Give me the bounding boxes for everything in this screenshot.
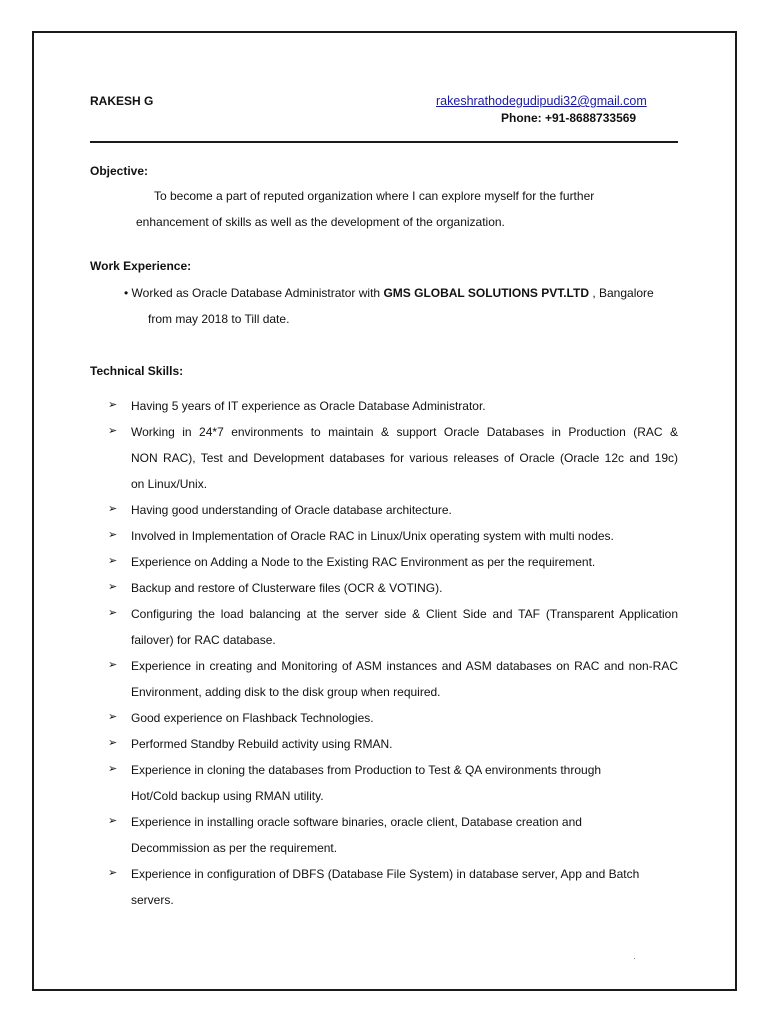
arrow-bullet-icon: ➢ [108, 503, 118, 515]
arrow-bullet-icon: ➢ [108, 555, 118, 567]
work-experience-line-1-prefix: Worked as Oracle Database Administrator with [131, 286, 384, 300]
technical-skills-heading: Technical Skills: [90, 364, 184, 378]
skill-line: Having 5 years of IT experience as Oracle Database Administrator. [131, 399, 486, 413]
objective-line-1: To become a part of reputed organization where I can explore myself for the further [154, 189, 595, 203]
arrow-bullet-icon: ➢ [108, 737, 118, 749]
work-experience-line-1-suffix: , Bangalore [589, 286, 654, 300]
arrow-bullet-icon: ➢ [108, 581, 118, 593]
skill-line: Experience in cloning the databases from Production to Test & QA environments through [131, 763, 602, 777]
objective-line-2: enhancement of skills as well as the development of the organization. [136, 215, 505, 229]
arrow-bullet-icon: ➢ [108, 529, 118, 541]
work-experience-line-2: from may 2018 to Till date. [148, 312, 290, 326]
stray-mark [634, 958, 635, 959]
skill-line: servers. [131, 893, 174, 907]
skill-line: Backup and restore of Clusterware files (OCR & VOTING). [131, 581, 443, 595]
skill-line: Having good understanding of Oracle database architecture. [131, 503, 452, 517]
skill-line: Working in 24*7 environments to maintain & support Oracle Databases in Production (RAC & [131, 425, 678, 439]
skill-line: on Linux/Unix. [131, 477, 208, 491]
skill-line: Performed Standby Rebuild activity using RMAN. [131, 737, 393, 751]
header-divider [90, 141, 678, 143]
arrow-bullet-icon: ➢ [108, 711, 118, 723]
skill-line: Environment, adding disk to the disk group when required. [131, 685, 441, 699]
arrow-bullet-icon: ➢ [108, 607, 118, 619]
work-experience-item [124, 286, 654, 300]
skill-line: Hot/Cold backup using RMAN utility. [131, 789, 324, 803]
objective-heading: Objective: [90, 164, 149, 178]
arrow-bullet-icon: ➢ [108, 659, 118, 671]
skill-line: failover) for RAC database. [131, 633, 276, 647]
skill-line: Experience in creating and Monitoring of ASM instances and ASM databases on RAC and non-RAC [131, 659, 678, 673]
skill-line: Experience in installing oracle software binaries, oracle client, Database creation and [131, 815, 582, 829]
bullet-dot-icon: • [124, 286, 129, 300]
arrow-bullet-icon: ➢ [108, 763, 118, 775]
email-link[interactable]: rakeshrathodegudipudi32@gmail.com [436, 94, 647, 108]
arrow-bullet-icon: ➢ [108, 399, 118, 411]
phone-number: Phone: +91-8688733569 [501, 111, 637, 125]
skill-line: Experience on Adding a Node to the Existing RAC Environment as per the requirement. [131, 555, 596, 569]
work-experience-heading: Work Experience: [90, 259, 192, 273]
arrow-bullet-icon: ➢ [108, 867, 118, 879]
skill-line: Good experience on Flashback Technologies. [131, 711, 374, 725]
skill-line: NON RAC), Test and Development databases for various releases of Oracle (Oracle 12c and 19c) [131, 451, 678, 465]
arrow-bullet-icon: ➢ [108, 815, 118, 827]
skill-line: Decommission as per the requirement. [131, 841, 338, 855]
candidate-name: RAKESH G [90, 94, 154, 108]
skill-line: Experience in configuration of DBFS (Database File System) in database server, App and Batch [131, 867, 640, 881]
skill-line: Configuring the load balancing at the server side & Client Side and TAF (Transparent Application [131, 607, 678, 621]
arrow-bullet-icon: ➢ [108, 425, 118, 437]
company-name: GMS GLOBAL SOLUTIONS PVT.LTD [383, 286, 589, 300]
skill-line: Involved in Implementation of Oracle RAC in Linux/Unix operating system with multi nodes. [131, 529, 614, 543]
